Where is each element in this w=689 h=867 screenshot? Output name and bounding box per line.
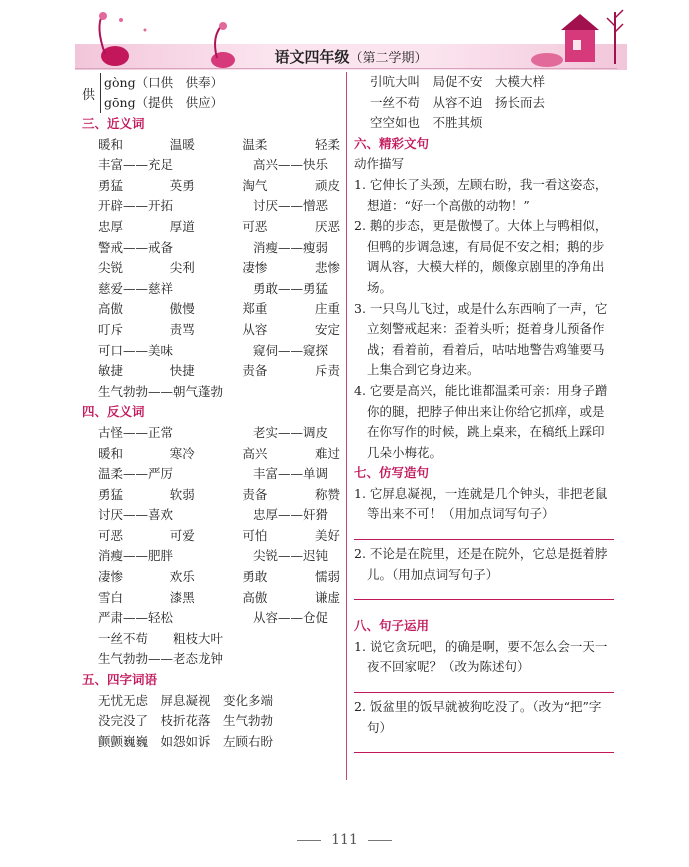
word-row: 温柔——严厉 丰富——单调 — [98, 466, 329, 482]
sentence-item: 3. 一只鸟儿飞过，或是什么东西响了一声，它立刻警戒起来：歪着头听；挺着身儿预备作战；看着前，看着后，咕咕地警告鸡雏要马上集合到它身边来。 — [354, 300, 608, 378]
word-row: 一丝不苟 粗枝大叶 — [98, 630, 224, 646]
idiom-row: 颤颤巍巍 如怨如诉 左顾右盼 — [98, 733, 274, 749]
exercise-question: 2. 不论是在院里，还是在院外，它总是挺着脖儿。（用加点词写句子） — [354, 546, 608, 582]
sentence-item: 1. 它伸长了头颈，左顾右盼，我一看这姿态，想道：“好一个高傲的动物！” — [354, 176, 608, 213]
word-row: 生气勃勃——老态龙钟 — [98, 651, 224, 667]
polyphone-entry — [82, 72, 340, 114]
word-row: 勇猛 英勇 淘气 顽皮 — [98, 177, 340, 193]
header-rule — [75, 68, 617, 69]
word-row: 敏捷 快捷 责备 斥责 — [98, 363, 340, 379]
word-row: 勇猛 软弱 责备 称赞 — [98, 486, 340, 502]
word-row: 严肃——轻松 从容——仓促 — [98, 610, 329, 626]
answer-line[interactable] — [354, 738, 614, 753]
polyphone-option: gòng（口供 供奉） — [104, 75, 224, 90]
word-row: 雪白 漆黑 高傲 谦虚 — [98, 589, 340, 605]
idiom-row: 一丝不苟 从容不迫 扬长而去 — [370, 94, 546, 110]
polyphone-options — [100, 73, 223, 113]
word-row: 古怪——正常 老实——调皮 — [98, 424, 329, 440]
word-row: 可恶 可爱 可怕 美好 — [98, 527, 340, 543]
page-header — [75, 6, 627, 68]
column-divider — [346, 72, 347, 780]
polyphone-char: 供 — [82, 87, 96, 103]
answer-line[interactable] — [354, 585, 614, 600]
section-heading: 四、反义词 — [82, 404, 145, 420]
word-row: 尖锐 尖利 凄惨 悲惨 — [98, 260, 340, 276]
title-text: 语文四年级 — [274, 48, 350, 66]
polyphone-option: gōng（提供 供应） — [104, 95, 224, 110]
idiom-row: 空空如也 不胜其烦 — [370, 115, 483, 131]
exercise-question: 1. 说它贪玩吧，的确是啊，要不怎么会一天一夜不回家呢？（改为陈述句） — [354, 638, 608, 675]
exercise-question: 1. 它屏息凝视，一连就是几个钟头，非把老鼠等出来不可！（用加点词写句子） — [354, 485, 608, 522]
word-row: 暖和 寒冷 高兴 难过 — [98, 445, 340, 461]
footer-dash — [368, 840, 392, 841]
word-row: 警戒——戒备 消瘦——瘦弱 — [98, 239, 329, 255]
word-row: 讨厌——喜欢 忠厚——奸猾 — [98, 507, 329, 523]
section-heading: 七、仿写造句 — [354, 465, 430, 481]
answer-line[interactable] — [354, 678, 614, 693]
word-row: 消瘦——肥胖 尖锐——迟钝 — [98, 548, 329, 564]
sub-heading: 动作描写 — [354, 156, 405, 172]
right-column — [354, 72, 614, 757]
sentence-item: 4. 它要是高兴，能比谁都温柔可亲：用身子蹭你的腿，把脖子伸出来让你给它抓痒，或是在你写作的时候，跳上桌来，在稿纸上踩印几朵小梅花。 — [354, 382, 608, 460]
word-row: 慈爱——慈祥 勇敢——勇猛 — [98, 280, 329, 296]
footer-dash — [297, 840, 321, 841]
sentence-item: 2. 鹅的步态，更是傲慢了。大体上与鸭相似，但鸭的步调急速，有局促不安之相；鹅的步调从容，大模大样的，颇像京剧里的净角出场。 — [354, 218, 608, 295]
section-heading: 五、四字词语 — [82, 672, 158, 688]
word-row: 叮斥 责骂 从容 安定 — [98, 321, 340, 337]
left-column — [82, 72, 340, 752]
answer-line[interactable] — [354, 525, 614, 540]
word-row: 开辟——开拓 讨厌——憎恶 — [98, 198, 329, 214]
section-heading: 六、精彩文句 — [354, 135, 430, 151]
title-subtitle: （第二学期） — [349, 51, 428, 66]
page-title — [75, 46, 627, 67]
page-footer — [0, 832, 689, 848]
section-heading: 三、近义词 — [82, 116, 145, 131]
word-row: 忠厚 厚道 可恶 厌恶 — [98, 218, 340, 234]
word-row: 可口——美味 窥伺——窥探 — [98, 342, 329, 358]
word-row: 高傲 傲慢 郑重 庄重 — [98, 301, 340, 317]
idiom-row: 引吭大叫 局促不安 大模大样 — [370, 74, 546, 89]
word-row: 丰富——充足 高兴——快乐 — [98, 157, 329, 173]
section-heading: 八、句子运用 — [354, 618, 430, 634]
exercise-question: 2. 饭盆里的饭早就被狗吃没了。（改为“把”字句） — [354, 699, 602, 735]
idiom-row: 无忧无虑 屏息凝视 变化多端 — [98, 692, 274, 708]
word-row: 凄惨 欢乐 勇敢 懦弱 — [98, 569, 340, 585]
word-row: 生气勃勃——朝气蓬勃 — [98, 383, 224, 399]
page-number: 111 — [331, 832, 358, 848]
idiom-row: 没完没了 枝折花落 生气勃勃 — [98, 713, 274, 729]
word-row: 暖和 温暖 温柔 轻柔 — [98, 136, 340, 152]
